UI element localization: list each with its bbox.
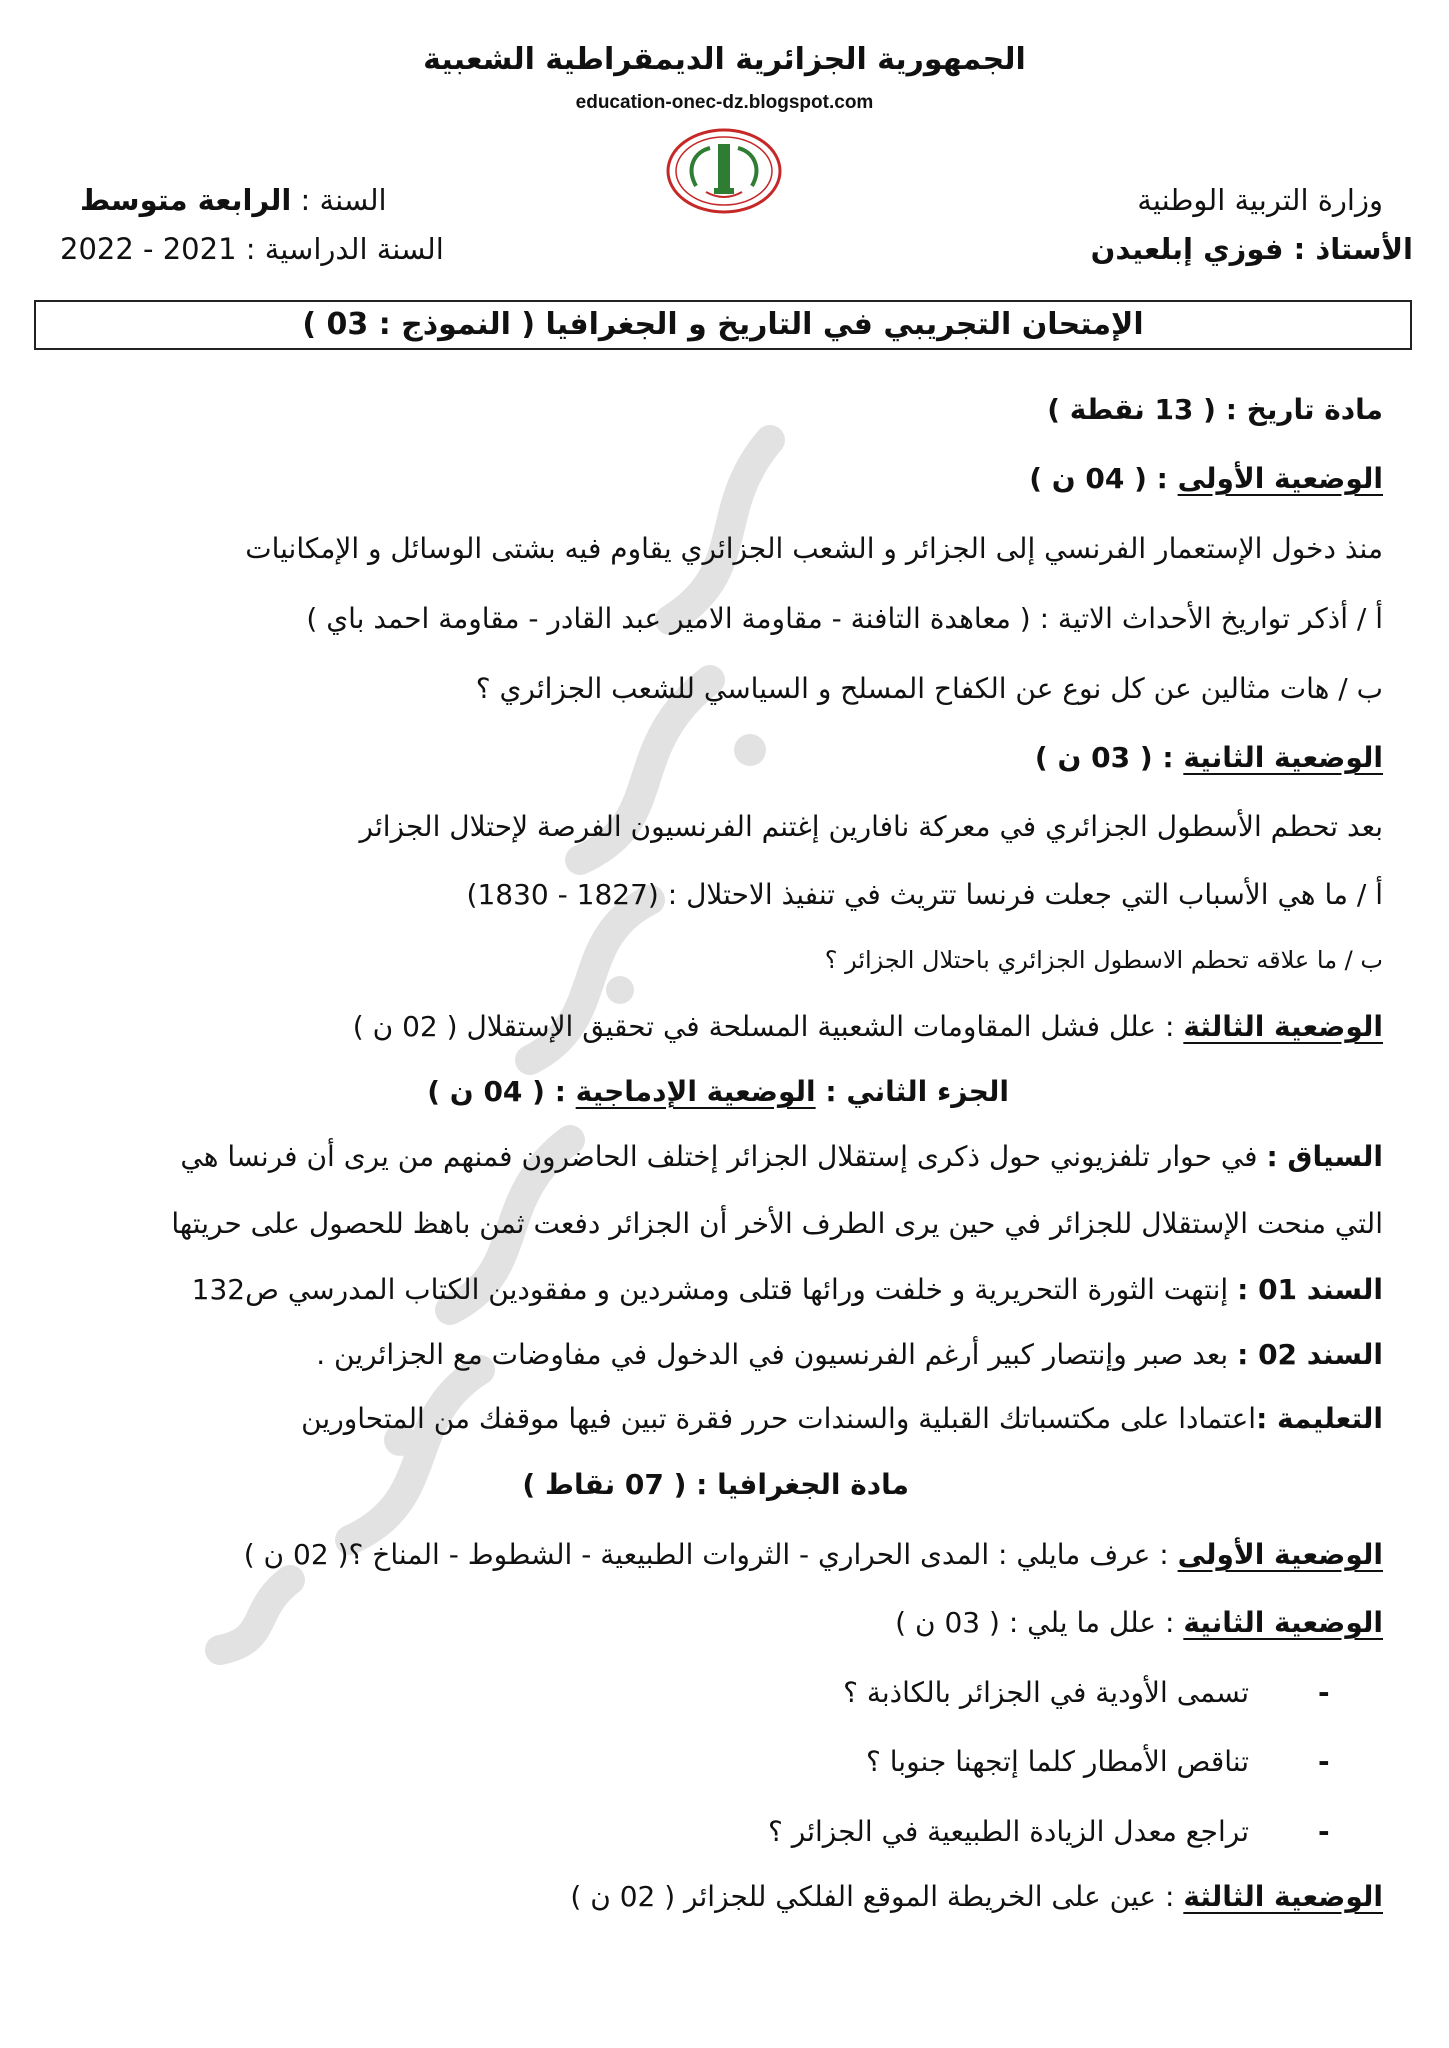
bullet-dash: - — [1318, 1745, 1330, 1778]
g-s3-label: الوضعية الثالثة — [1183, 1880, 1383, 1913]
website-url: education-onec-dz.blogspot.com — [575, 92, 874, 113]
teacher — [1091, 232, 1413, 266]
level-value: الرابعة متوسط — [80, 183, 292, 217]
doc2-text: بعد صبر وإنتصار كبير أرغم الفرنسيون في الدخول في مفاوضات مع الجزائرين . — [316, 1338, 1238, 1371]
republic-title: الجمهورية الجزائرية الديمقراطية الشعبية — [423, 42, 1026, 77]
doc2-label: السند 02 : — [1237, 1338, 1383, 1371]
doc1-label: السند 01 : — [1237, 1273, 1383, 1306]
h-s1-label: الوضعية الأولى — [1177, 462, 1383, 495]
history-situation-3 — [353, 1010, 1383, 1043]
geo-situation-1 — [244, 1538, 1383, 1571]
geo-situation-3 — [570, 1880, 1383, 1913]
history-situation-1 — [1029, 462, 1383, 495]
g-s2-item-2: تناقص الأمطار كلما إتجهنا جنوبا ؟ — [866, 1745, 1249, 1778]
instruction-label: التعليمة : — [1256, 1402, 1383, 1435]
ministry-logo — [666, 128, 782, 214]
context-line2: التي منحت الإستقلال للجزائر في حين يرى الطرف الأخر أن الجزائر دفعت ثمن باهظ للحصول على حريتها — [171, 1207, 1383, 1240]
h-s3-label: الوضعية الثالثة — [1183, 1010, 1383, 1043]
doc1-text: إنتهت الثورة التحريرية و خلفت ورائها قتلى ومشردين و مفقودين الكتاب المدرسي ص132 — [191, 1273, 1238, 1306]
g-s1-text: : عرف مايلي : المدى الحراري - الثروات الطبيعية - الشطوط - المناخ ؟( 02 ن ) — [243, 1538, 1178, 1571]
g-s2-text: : علل ما يلي : ( 03 ن ) — [895, 1606, 1184, 1639]
exam-title: الإمتحان التجريبي في التاريخ و الجغرافيا ( النموذج : 03 ) — [34, 300, 1412, 350]
h-s1-points: : ( 04 ن ) — [1029, 462, 1178, 495]
g-s3-text: : عين على الخريطة الموقع الفلكي للجزائر ( 02 ن ) — [570, 1880, 1184, 1913]
g-s1-label: الوضعية الأولى — [1177, 1538, 1383, 1571]
teacher-name: فوزي إبلعيدن — [1090, 232, 1284, 266]
teacher-label: الأستاذ : — [1293, 232, 1413, 266]
instruction — [301, 1402, 1383, 1435]
context-line1: في حوار تلفزيوني حول ذكرى إستقلال الجزائر إختلف الحاضرون فمنهم من يرى أن فرنسا هي — [180, 1140, 1267, 1173]
level-label: السنة : — [300, 183, 387, 217]
school-year: السنة الدراسية : 2021 - 2022 — [60, 232, 444, 266]
g-s2-item-3: تراجع معدل الزيادة الطبيعية في الجزائر ؟ — [768, 1815, 1249, 1848]
level — [80, 183, 387, 217]
instruction-text: اعتمادا على مكتسباتك القبلية والسندات حرر فقرة تبين فيها موقفك من المتحاورين — [301, 1402, 1257, 1435]
geo-situation-2 — [895, 1606, 1383, 1639]
geography-heading: مادة الجغرافيا : ( 07 نقاط ) — [522, 1468, 909, 1501]
h-s2-points: : ( 03 ن ) — [1034, 741, 1184, 774]
context-label: السياق : — [1266, 1140, 1383, 1173]
part-two-heading — [427, 1075, 1009, 1108]
document-2 — [316, 1338, 1383, 1371]
context — [180, 1140, 1383, 1173]
part2-label: الوضعية الإدماجية — [575, 1075, 816, 1108]
part2-points: : ( 04 ن ) — [427, 1075, 576, 1108]
g-s2-item-1: تسمى الأودية في الجزائر بالكاذبة ؟ — [843, 1676, 1249, 1709]
h-s3-text: : علل فشل المقاومات الشعبية المسلحة في تحقيق الإستقلال ( 02 ن ) — [352, 1010, 1184, 1043]
h-s2-q1: أ / ما هي الأسباب التي جعلت فرنسا تتريث في تنفيذ الاحتلال : (1827 - 1830) — [466, 878, 1383, 911]
part2-prefix: الجزء الثاني : — [815, 1075, 1009, 1108]
history-situation-2 — [1035, 741, 1383, 774]
h-s1-text: منذ دخول الإستعمار الفرنسي إلى الجزائر و الشعب الجزائري يقاوم فيه بشتى الوسائل و الإمكانيات — [245, 532, 1383, 565]
ministry-name: وزارة التربية الوطنية — [1137, 183, 1383, 217]
document-1 — [192, 1273, 1383, 1306]
h-s1-q2: ب / هات مثالين عن كل نوع عن الكفاح المسلح و السياسي للشعب الجزائري ؟ — [475, 672, 1383, 705]
h-s2-q2: ب / ما علاقه تحطم الاسطول الجزائري باحتلال الجزائر ؟ — [824, 946, 1383, 974]
h-s1-q1: أ / أذكر تواريخ الأحداث الاتية : ( معاهدة التافنة - مقاومة الامير عبد القادر - مقاومة احمد باي ) — [306, 602, 1383, 635]
history-heading: مادة تاريخ : ( 13 نقطة ) — [1047, 393, 1383, 426]
h-s2-label: الوضعية الثانية — [1183, 741, 1383, 774]
h-s2-text: بعد تحطم الأسطول الجزائري في معركة نافارين إغتنم الفرنسيون الفرصة لإحتلال الجزائر — [359, 810, 1383, 843]
bullet-dash: - — [1318, 1815, 1330, 1848]
bullet-dash: - — [1318, 1676, 1330, 1709]
g-s2-label: الوضعية الثانية — [1183, 1606, 1383, 1639]
